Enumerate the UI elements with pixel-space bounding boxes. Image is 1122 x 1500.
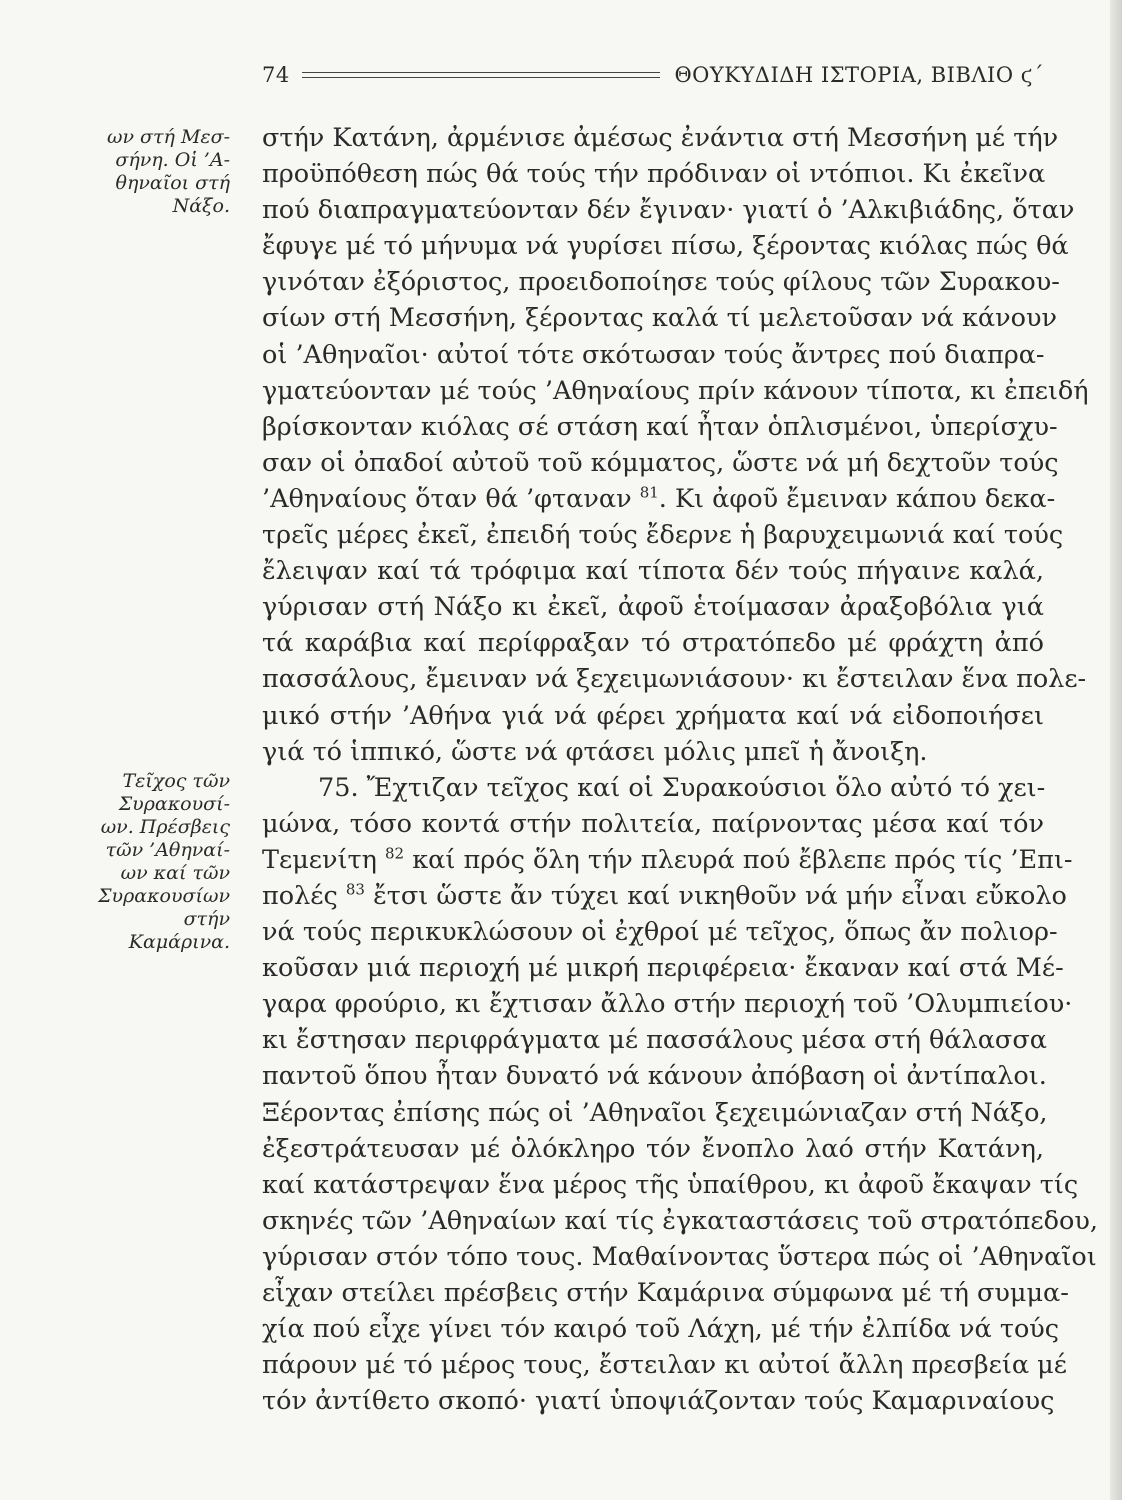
text-line: τρεῖς μέρες ἐκεῖ, ἐπειδή τούς ἔδερνε ἡ βαρυχειμωνιά καί τούς xyxy=(262,520,1064,551)
margin-note-messene-naxos xyxy=(80,126,230,218)
margin-note-line: σήνη. Οἱ ’Α- xyxy=(115,149,230,171)
margin-note-line: θηναῖοι στή xyxy=(115,172,230,194)
margin-note-line: Συρακουσίων xyxy=(98,885,230,907)
text-line: στήν Κατάνη, ἀρμένισε ἀμέσως ἐνάντια στή Μεσσήνη μέ τήν xyxy=(262,123,1059,153)
paragraph-75-start: 75. Ἔχτιζαν τεῖχος καί οἱ Συρακούσιοι ὅλο αὐτό τό χει- xyxy=(318,772,1046,803)
footnote-ref-83: 83 xyxy=(345,880,365,899)
text-segment: πολές xyxy=(262,880,338,911)
text-line: σκηνές τῶν ’Αθηναίων καί τίς ἐγκαταστάσεις τοῦ στρατόπεδου, xyxy=(262,1205,1098,1236)
text-line: παντοῦ ὅπου ἦταν δυνατό νά κάνουν ἀπόβαση οἱ ἀντίπαλοι. xyxy=(262,1061,1047,1092)
text-line: πού διαπραγματεύονταν δέν ἔγιναν· γιατί ὁ ’Αλκιβιάδης, ὅταν xyxy=(262,195,1075,226)
text-line: γαρα φρούριο, κι ἔχτισαν ἄλλο στήν περιοχή τοῦ ’Ολυμπιείου· xyxy=(262,989,1073,1020)
text-line: πασσάλους, ἔμειναν νά ξεχειμωνιάσουν· κι ἔστειλαν ἕνα πολε- xyxy=(262,664,1087,695)
margin-note-line: Συρακουσί- xyxy=(118,793,230,815)
text-line: τόν ἀντίθετο σκοπό· γιατί ὑποψιάζονταν τούς Καμαριναίους xyxy=(262,1386,1055,1417)
margin-note-syracusan-wall xyxy=(80,770,230,954)
margin-note-line: ων καί τῶν xyxy=(120,862,230,884)
text-line: ἐξεστράτευσαν μέ ὁλόκληρο τόν ἔνοπλο λαό στήν Κατάνη, xyxy=(262,1133,1044,1164)
text-line: σαν οἱ ὀπαδοί αὐτοῦ τοῦ κόμματος, ὥστε νά μή δεχτοῦν τούς xyxy=(262,447,1059,478)
text-line: σίων στή Μεσσήνη, ξέροντας καλά τί μελετοῦσαν νά κάνουν xyxy=(262,303,1057,334)
text-segment: Τεμενίτη xyxy=(262,844,377,875)
text-line: ἔφυγε μέ τό μήνυμα νά γυρίσει πίσω, ξέροντας κιόλας πώς θά xyxy=(262,231,1069,262)
margin-note-line: Καμάρινα. xyxy=(128,931,230,953)
text-line: κοῦσαν μιά περιοχή μέ μικρή περιφέρεια· ἔκαναν καί στά Μέ- xyxy=(262,953,1064,984)
text-line: ἔλειψαν καί τά τρόφιμα καί τίποτα δέν τούς πήγαινε καλά, xyxy=(262,556,1044,587)
page-edge-shadow xyxy=(1110,0,1122,1500)
text-line-footnote-83 xyxy=(262,878,1067,914)
margin-note-line: στήν xyxy=(183,908,230,930)
text-line-footnote-81 xyxy=(262,481,1056,517)
page-number: 74 xyxy=(262,63,290,87)
margin-note-line: τῶν ’Αθηναί- xyxy=(105,839,230,861)
margin-note-line: ων. Πρέσβεις xyxy=(100,816,230,838)
text-line: προϋπόθεση πώς θά τούς τήν πρόδιναν οἱ ντόπιοι. Κι ἐκεῖνα xyxy=(262,159,1046,190)
page-header xyxy=(262,58,1044,92)
paragraph-end-line: γιά τό ἱππικό, ὥστε νά φτάσει μόλις μπεῖ ἡ ἄνοιξη. xyxy=(262,736,928,767)
text-line: καί κατάστρεψαν ἕνα μέρος τῆς ὑπαίθρου, κι ἀφοῦ ἔκαψαν τίς xyxy=(262,1169,1079,1200)
header-double-rule xyxy=(302,72,661,78)
footnote-ref-81: 81 xyxy=(639,483,659,502)
text-line: γματεύονταν μέ τούς ’Αθηναίους πρίν κάνουν τίποτα, κι ἐπειδή xyxy=(262,375,1089,406)
text-segment: . Κι ἀφοῦ ἔμειναν κάπου δεκα- xyxy=(658,483,1056,514)
footnote-ref-82: 82 xyxy=(385,844,405,863)
text-line: εἶχαν στείλει πρέσβεις στήν Καμάρινα σύμφωνα μέ τή συμμα- xyxy=(262,1278,1069,1308)
text-line: νά τούς περικυκλώσουν οἱ ἐχθροί μέ τεῖχος, ὅπως ἄν πολιορ- xyxy=(262,917,1058,948)
text-line: Ξέροντας ἐπίσης πώς οἱ ’Αθηναῖοι ξεχειμώνιαζαν στή Νάξο, xyxy=(262,1097,1048,1128)
text-line: κι ἔστησαν περιφράγματα μέ πασσάλους μέσα στή θάλασσα xyxy=(262,1025,1047,1056)
text-line: μώνα, τόσο κοντά στήν πολιτεία, παίρνοντας μέσα καί τόν xyxy=(262,808,1044,839)
text-segment: καί πρός ὅλη τήν πλευρά πού ἔβλεπε πρός τίς ’Επι- xyxy=(412,844,1073,875)
text-line-footnote-82 xyxy=(262,842,1073,878)
text-line: μικό στήν ’Αθήνα γιά νά φέρει χρήματα καί νά εἰδοποιήσει xyxy=(262,700,1044,731)
text-line: γύρισαν στή Νάξο κι ἐκεῖ, ἀφοῦ ἑτοίμασαν ἀραξοβόλια γιά xyxy=(262,592,1044,623)
text-line: τά καράβια καί περίφραξαν τό στρατόπεδο μέ φράχτη ἀπό xyxy=(262,628,1044,659)
margin-note-line: ων στή Μεσ- xyxy=(106,126,230,148)
text-line: βρίσκονταν κιόλας σέ στάση καί ἦταν ὁπλισμένοι, ὑπερίσχυ- xyxy=(262,411,1058,442)
text-line: οἱ ’Αθηναῖοι· αὐτοί τότε σκότωσαν τούς ἄντρες πού διαπρα- xyxy=(262,339,1045,370)
text-line: γύρισαν στόν τόπο τους. Μαθαίνοντας ὕστερα πώς οἱ ’Αθηναῖοι xyxy=(262,1241,1097,1272)
main-text xyxy=(262,120,1098,1419)
margin-note-line: Τεῖχος τῶν xyxy=(122,770,230,792)
text-line: πάρουν μέ τό μέρος τους, ἔστειλαν κι αὐτοί ἄλλη πρεσβεία μέ xyxy=(262,1350,1067,1381)
margin-note-line: Νάξο. xyxy=(172,195,230,217)
running-title: ΘΟΥΚΥΔΙΔΗ ΙΣΤΟΡΙΑ, ΒΙΒΛΙΟ ϛ΄ xyxy=(674,63,1044,87)
text-line: γινόταν ἐξόριστος, προειδοποίησε τούς φίλους τῶν Συρακου- xyxy=(262,267,1060,298)
text-segment: ’Αθηναίους ὅταν θά ’φταναν xyxy=(262,483,632,514)
text-line: χία πού εἶχε γίνει τόν καιρό τοῦ Λάχη, μέ τήν ἐλπίδα νά τούς xyxy=(262,1314,1060,1345)
text-segment: ἔτσι ὥστε ἄν τύχει καί νικηθοῦν νά μήν εἶναι εὔκολο xyxy=(373,880,1067,911)
